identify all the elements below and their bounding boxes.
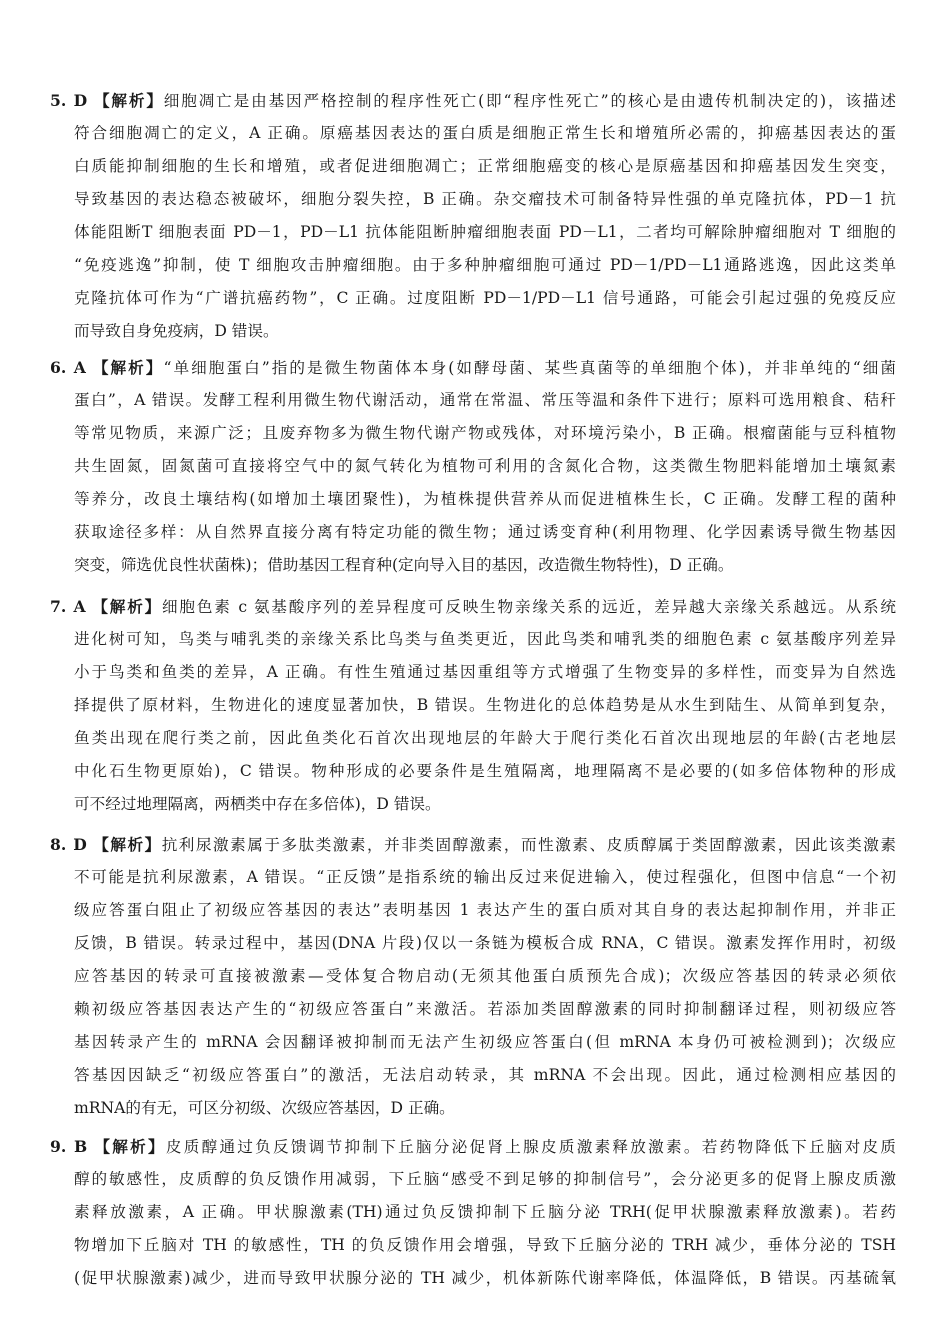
analysis-tag: 【解析】 bbox=[93, 91, 164, 110]
answer-line: 级应答蛋白阻止了初级应答基因的表达”表明基因 1 表达产生的蛋白质对其自身的表达起抑制作用，并非正 bbox=[74, 901, 896, 919]
question-number: 7. A bbox=[50, 597, 86, 616]
question-number: 9. B bbox=[50, 1137, 88, 1156]
question-number: 5. D bbox=[50, 91, 88, 110]
answer-line: 等养分，改良土壤结构(如增加土壤团聚性)，为植株提供营养从而促进植株生长，C 正确。发酵工程的菌种 bbox=[74, 490, 896, 508]
answer-line: 赖初级应答基因表达产生的“初级应答蛋白”来激活。若添加类固醇激素的同时抑制翻译过程，则初级应答 bbox=[74, 1000, 896, 1018]
answer-line: 中化石生物更原始)，C 错误。物种形成的必要条件是生殖隔离，地理隔离不是必要的(如多倍体物种的形成 bbox=[74, 762, 896, 780]
answer-line: “免疫逃逸”抑制，使 T 细胞攻击肿瘤细胞。由于多种肿瘤细胞可通过 PD－1/PD－L1通路逃逸，因此这类单 bbox=[74, 256, 896, 274]
answer-line bbox=[50, 84, 896, 117]
answer-line: 素释放激素，A 正确。甲状腺激素(TH)通过负反馈抑制下丘脑分泌 TRH(促甲状腺激素释放激素)。若药 bbox=[74, 1203, 896, 1221]
analysis-tag: 【解析】 bbox=[92, 597, 163, 616]
answer-line: mRNA的有无，可区分初级、次级应答基因，D 正确。 bbox=[74, 1099, 455, 1117]
answer-line: 共生固氮，固氮菌可直接将空气中的氮气转化为植物可利用的含氮化合物，这类微生物肥料能增加土壤氮素 bbox=[74, 457, 896, 475]
answer-text: 细胞色素 c 氨基酸序列的差异程度可反映生物亲缘关系的远近，差异越大亲缘关系越远。从系统 bbox=[162, 598, 896, 616]
answer-line: 蛋白”，A 错误。发酵工程利用微生物代谢活动，通常在常温、常压等温和条件下进行；原料可选用粮食、秸秆 bbox=[74, 391, 896, 409]
answer-line bbox=[50, 1130, 896, 1163]
answer-line: 答基因因缺乏“初级应答蛋白”的激活，无法启动转录，其 mRNA 不会出现。因此，通过检测相应基因的 bbox=[74, 1066, 896, 1084]
answer-line: 白质能抑制细胞的生长和增殖，或者促进细胞凋亡；正常细胞癌变的核心是原癌基因和抑癌基因发生突变， bbox=[74, 157, 896, 175]
answer-line: 反馈，B 错误。转录过程中，基因(DNA 片段)仅以一条链为模板合成 RNA，C 错误。激素发挥作用时，初级 bbox=[74, 934, 896, 952]
answer-line: 而导致自身免疫病，D 错误。 bbox=[74, 322, 279, 340]
answer-line: 体能阻断T 细胞表面 PD－1，PD－L1 抗体能阻断肿瘤细胞表面 PD－L1，二者均可解除肿瘤细胞对 T 细胞的 bbox=[74, 223, 896, 241]
answer-line: 获取途径多样：从自然界直接分离有特定功能的微生物；通过诱变育种(利用物理、化学因素诱导微生物基因 bbox=[74, 523, 896, 541]
answer-line bbox=[50, 351, 896, 384]
answer-line: 物增加下丘脑对 TH 的敏感性，TH 的负反馈作用会增强，导致下丘脑分泌的 TRH 减少，垂体分泌的 TSH bbox=[74, 1236, 896, 1254]
answer-line: 导致基因的表达稳态被破坏，细胞分裂失控，B 正确。杂交瘤技术可制备特异性强的单克隆抗体，PD－1 抗 bbox=[74, 190, 896, 208]
analysis-tag: 【解析】 bbox=[94, 1137, 166, 1156]
answer-line bbox=[50, 590, 896, 623]
answer-line: 醇的敏感性，皮质醇的负反馈作用减弱，下丘脑“感受不到足够的抑制信号”，会分泌更多的促肾上腺皮质激 bbox=[74, 1170, 896, 1188]
answer-line: 符合细胞凋亡的定义，A 正确。原癌基因表达的蛋白质是细胞正常生长和增殖所必需的，抑癌基因表达的蛋 bbox=[74, 124, 896, 142]
analysis-tag: 【解析】 bbox=[93, 835, 162, 854]
answer-line: 鱼类出现在爬行类之前，因此鱼类化石首次出现地层的年龄大于爬行类化石首次出现地层的年龄(古老地层 bbox=[74, 729, 896, 747]
answer-line: (促甲状腺激素)减少，进而导致甲状腺分泌的 TH 减少，机体新陈代谢率降低，体温降低，B 错误。丙基硫氧 bbox=[74, 1269, 896, 1287]
answer-line: 可不经过地理隔离，两栖类中存在多倍体)，D 错误。 bbox=[74, 795, 441, 813]
answer-line: 基因转录产生的 mRNA 会因翻译被抑制而无法产生初级应答蛋白(但 mRNA 本身仍可被检测到)；次级应 bbox=[74, 1033, 896, 1051]
answer-line: 小于鸟类和鱼类的差异，A 正确。有性生殖通过基因重组等方式增强了生物变异的多样性，而变异为自然选 bbox=[74, 663, 896, 681]
answer-line bbox=[50, 828, 896, 861]
answer-item-9 bbox=[50, 1130, 896, 1295]
analysis-tag: 【解析】 bbox=[92, 358, 164, 377]
answer-line: 进化树可知，鸟类与哺乳类的亲缘关系比鸟类与鱼类更近，因此鸟类和哺乳类的细胞色素 c 氨基酸序列差异 bbox=[74, 630, 896, 648]
answer-line: 等常见物质，来源广泛；且废弃物多为微生物代谢产物或残体，对环境污染小，B 正确。根瘤菌能与豆科植物 bbox=[74, 424, 896, 442]
answer-item-6 bbox=[50, 351, 896, 582]
answer-text: 皮质醇通过负反馈调节抑制下丘脑分泌促肾上腺皮质激素释放激素。若药物降低下丘脑对皮质 bbox=[165, 1138, 896, 1156]
answer-text: 抗利尿激素属于多肽类激素，并非类固醇激素，而性激素、皮质醇属于类固醇激素，因此该类激素 bbox=[161, 836, 896, 854]
answer-line: 突变，筛选优良性状菌株)；借助基因工程育种(定向导入目的基因，改造微生物特性)，D 正确。 bbox=[74, 556, 734, 574]
question-number: 6. A bbox=[50, 358, 86, 377]
answer-line: 克隆抗体可作为“广谱抗癌药物”，C 正确。过度阻断 PD－1/PD－L1 信号通路，可能会引起过强的免疫反应 bbox=[74, 289, 896, 307]
answer-line: 应答基因的转录可直接被激素—受体复合物启动(无须其他蛋白质预先合成)；次级应答基因的转录必须依 bbox=[74, 967, 896, 985]
question-number: 8. D bbox=[50, 835, 87, 854]
answer-text: 细胞凋亡是由基因严格控制的程序性死亡(即“程序性死亡”的核心是由遗传机制决定的)，该描述 bbox=[163, 92, 896, 110]
answer-line: 不可能是抗利尿激素，A 错误。“正反馈”是指系统的输出反过来促进输入，使过程强化，但图中信息“一个初 bbox=[74, 868, 896, 886]
answer-line: 择提供了原材料，生物进化的速度显著加快，B 错误。生物进化的总体趋势是从水生到陆生、从简单到复杂， bbox=[74, 696, 896, 714]
answer-item-5 bbox=[50, 84, 896, 348]
answer-text: “单细胞蛋白”指的是微生物菌体本身(如酵母菌、某些真菌等的单细胞个体)，并非单纯的“细菌 bbox=[163, 359, 896, 377]
answer-item-8 bbox=[50, 828, 896, 1125]
answer-item-7 bbox=[50, 590, 896, 821]
